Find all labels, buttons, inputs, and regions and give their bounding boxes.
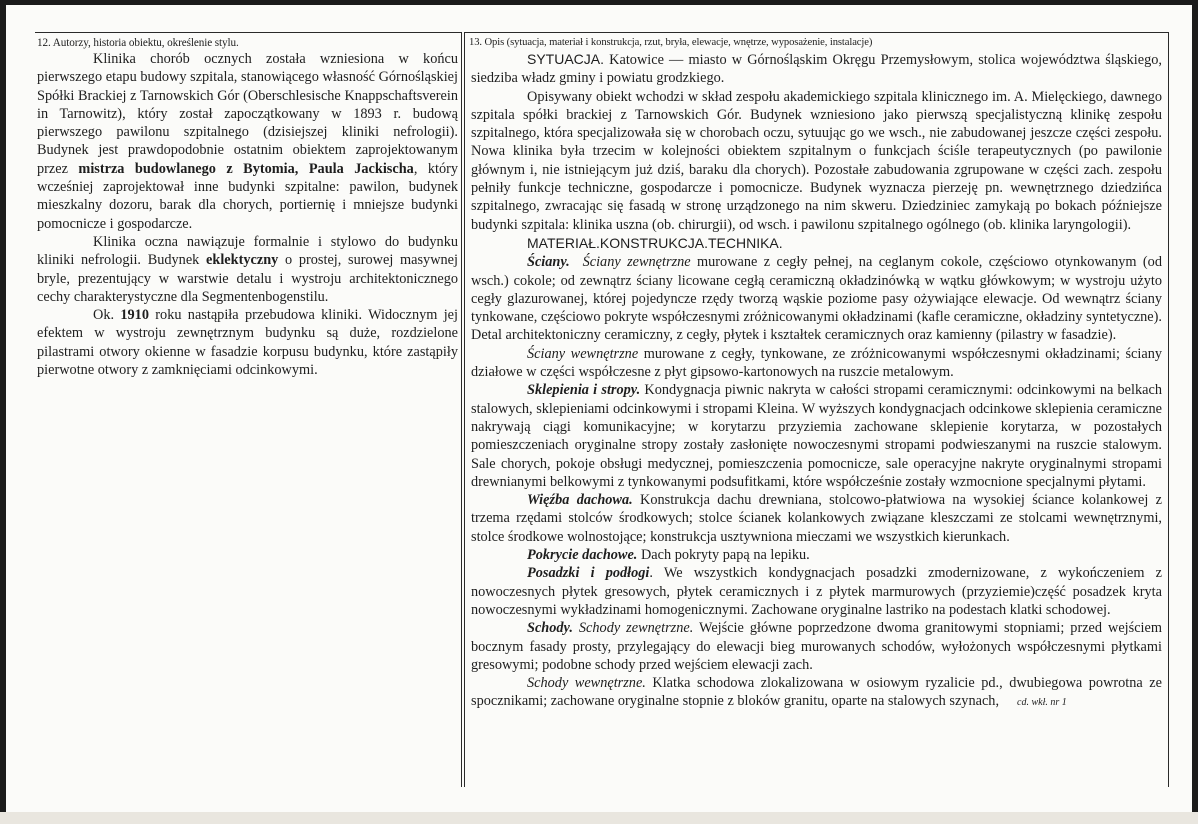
text: MATERIAŁ.KONSTRUKCJA.TECHNIKA. [527, 234, 783, 251]
section-header: 12. Autorzy, historia obiektu, określenie stylu. [37, 37, 239, 49]
architect-name: mistrza budowlanego z Bytomia, Paula Jackischa [78, 160, 414, 177]
paragraph-walls [471, 253, 1162, 344]
paragraph [37, 50, 458, 233]
sublabel: Schody zewnętrzne. [578, 620, 694, 637]
scanner-edge [0, 812, 1198, 824]
label: Ściany wewnętrzne [527, 345, 639, 362]
style-term: eklektyczny [206, 252, 279, 269]
year: 1910 [120, 307, 149, 324]
text: murowane z cegły pełnej, na ceglanym cokole, częściowo otynkowanym (od wsch.) cokole; od zewnątrz ściany licowane cegłą ceramiczną okładzinówką w wątku główkowym; w wystroju użyto cegły glazurowanej, której pojedyncze rzędy tworzą wąskie poziome pasy ożywiające elewacje. Od wewnątrz ściany tynkowane, częściowo pokryte współczesnymi zróżnicowanymi okładzinami (kafle ceramiczne, okładziny syntetyczne). Detal architektoniczny ceramiczny, z cegły, płytek i kształtek ceramicznych oraz kamienny (pilastry w fasadzie). [471, 254, 1162, 344]
paragraph [37, 233, 458, 306]
text: roku nastąpiła przebudowa kliniki. Widocznym jej efektem w wystroju zewnętrznym budynku są duże, rozdzielone pilastrami otwory okienne w fasadzie korpusu budynku, które zastąpiły pierwotne otwory z zamknięciami odcinkowymi. [37, 307, 458, 379]
paragraph-inner-stairs [471, 674, 1162, 713]
text: Klinika chorób ocznych została wzniesiona w końcu pierwszego etapu budowy szpitala, stanowiącego własność Górnośląskiej Spółki Brackiej z Tarnowskich Gór (Oberschlesische Knappschaftsverein in Tarnowitz), który został zapoczątkowany w 1893 r. budową pierwszego pawilonu szpitalnego (dzisiejszej kliniki nefrologii). Budynek jest prawdopodobnie ostatnim obiektem zaprojektowanym przez [37, 51, 458, 177]
text: Wejście główne poprzedzone dwoma granitowymi stopniami; przed wejściem bocznym fasady prosty, przylegający do elewacji bieg murowanych schodów, wyłożonych współczesnymi płytkami gresowymi; podobne schody przed wejściem elewacji zach. [471, 620, 1162, 673]
section-12-authors-history [35, 32, 462, 787]
continuation-note: cd. wkł. nr 1 [1017, 697, 1067, 709]
text: Dach pokryty papą na lepiku. [637, 547, 810, 564]
paragraph-situation [471, 50, 1162, 88]
text: Kondygnacja piwnic nakryta w całości stropami ceramicznymi: odcinkowymi na belkach stalowych, sklepieniami odcinkowymi i stropami Kleina. W wyższych kondygnacjach odcinkowe sklepienia ceramiczne nakrywają ciągi komunikacyjne; w korytarzu przyziemia zachowane sklepienie korytarza, w pozostałych pomieszczeniach oryginalne stropy zostały zasłonięte nowoczesnymi stropami podwieszanymi na ruszcie stalowym. Sale chorych, pokoje obsługi medycznej, pomieszczenia pomocnicze, sale operacyjne nakryte oryginalnymi stropami drewnianymi belkowymi z tynkowanymi podsufitkami, które współcześnie zostały wzmocnione specjalnymi płytami. [471, 382, 1162, 490]
paragraph-object: Opisywany obiekt wchodzi w skład zespołu akademickiego szpitala klinicznego im. A. Mielęckiego, dawnego szpitala spółki brackiej z Tarnowskich Gór. Budynek wzniesiono jako pierwszą specjalistyczną klinikę zespołu szpitalnego, która specjalizowała się w chorobach oczu, sytuując go we wsch., nie zabudowanej jeszcze części zespołu. Nowa klinika była trzecim w kolejności obiektem szpitalnym o funkcjach ściśle terapeutycznych (po pawilonie głównym i, nie istniejącym już dziś, baraku dla chorych). Pozostałe zabudowania zgrupowane w części zach. zespołu pełniły funkcje techniczne, gospodarcze i pomocnicze. Budynek wyznacza pierzeję pn. wewnętrznego dziedzińca szpitalnego, zwracając się fasadą w stronę urządzonego na nim skweru. Dziedziniec zamykają po bokach późniejsze budynki szpitala: klinika uszna (ob. chirurgii), od wsch. i pawilonu szpitalnego ogólnego (ob. klinika laryngologii). [471, 88, 1162, 233]
paragraph-vaults [471, 381, 1162, 491]
section-13-description [464, 32, 1169, 787]
text: Klatka schodowa zlokalizowana w osiowym ryzalicie pd., dwubiegowa powrotna ze spocznikami; zachowane oryginalne stopnie z bloków granitu, oparte na stalowych szynach, [471, 675, 1162, 710]
heading-material [471, 234, 1162, 253]
text: Katowice — miasto w Górnośląskim Okręgu Przemysłowym, stolica województwa śląskiego, siedziba władz gminy i powiatu grodzkiego. [471, 52, 1162, 87]
paragraph-floors [471, 564, 1162, 619]
text: murowane z cegły, tynkowane, ze zróżnicowanymi współczesnymi okładzinami; ściany działowe w części współczesne z płyt gipsowo-kartonowych na ruszcie metalowym. [471, 345, 1162, 381]
label: Posadzki i podłogi [527, 565, 650, 582]
sublabel: Ściany zewnętrzne [582, 254, 691, 271]
text: o prostej, surowej masywnej bryle, prezentujący w warstwie detalu i wystroju architektonicznego cechy charakterystyczne dla Segmentenbogenstilu. [37, 252, 458, 305]
section-body [465, 50, 1168, 713]
text: Konstrukcja dachu drewniana, stolcowo-płatwiowa na wysokiej ściance kolankowej z trzema rzędami stolców środkowych; stolce ścianek kolankowych związane kleszczami ze stolcami wewnętrznymi, stolce środkowe wolnostojące; konstrukcja usztywniona mieczami we wszystkich kierunkach. [471, 492, 1162, 545]
paragraph-roof-truss [471, 491, 1162, 546]
paragraph-roofing [471, 546, 1162, 564]
text: , który wcześniej zaprojektował inne budynki szpitalne: pawilon, budynek mieszkalny dozoru, barak dla chorych, portiernię i mniejsze budynki pomocnicze i gospodarcze. [37, 160, 459, 232]
label: Sklepienia i stropy. [527, 382, 641, 399]
section-header: 13. Opis (sytuacja, materiał i konstrukcja, rzut, bryła, elewacje, wnętrze, wyposażenie, instalacje) [469, 37, 873, 48]
heading-situation: SYTUACJA. [527, 51, 605, 67]
section-body [35, 50, 461, 379]
paragraph [37, 306, 458, 379]
label: Schody wewnętrzne. [527, 675, 646, 692]
text: Ok. [93, 307, 121, 324]
text: . We wszystkich kondygnacjach posadzki zmodernizowane, z wykończeniem z nowoczesnych płytek gresowych, płytek ceramicznych i z płytek marmurowych (przyziemie)część posadzek kryta nowoczesnymi wykładzinami homogenicznymi. Zachowane oryginalne lastriko na podestach klatki schodowej. [471, 565, 1163, 618]
paragraph-inner-walls [471, 345, 1162, 382]
text: Klinika oczna nawiązuje formalnie i stylowo do budynku kliniki nefrologii. Budynek [37, 233, 458, 269]
label: Schody. [527, 620, 573, 637]
label: Więźba dachowa. [527, 492, 633, 509]
paragraph-stairs [471, 619, 1162, 674]
label: Ściany. [527, 254, 570, 271]
label: Pokrycie dachowe. [527, 547, 638, 564]
